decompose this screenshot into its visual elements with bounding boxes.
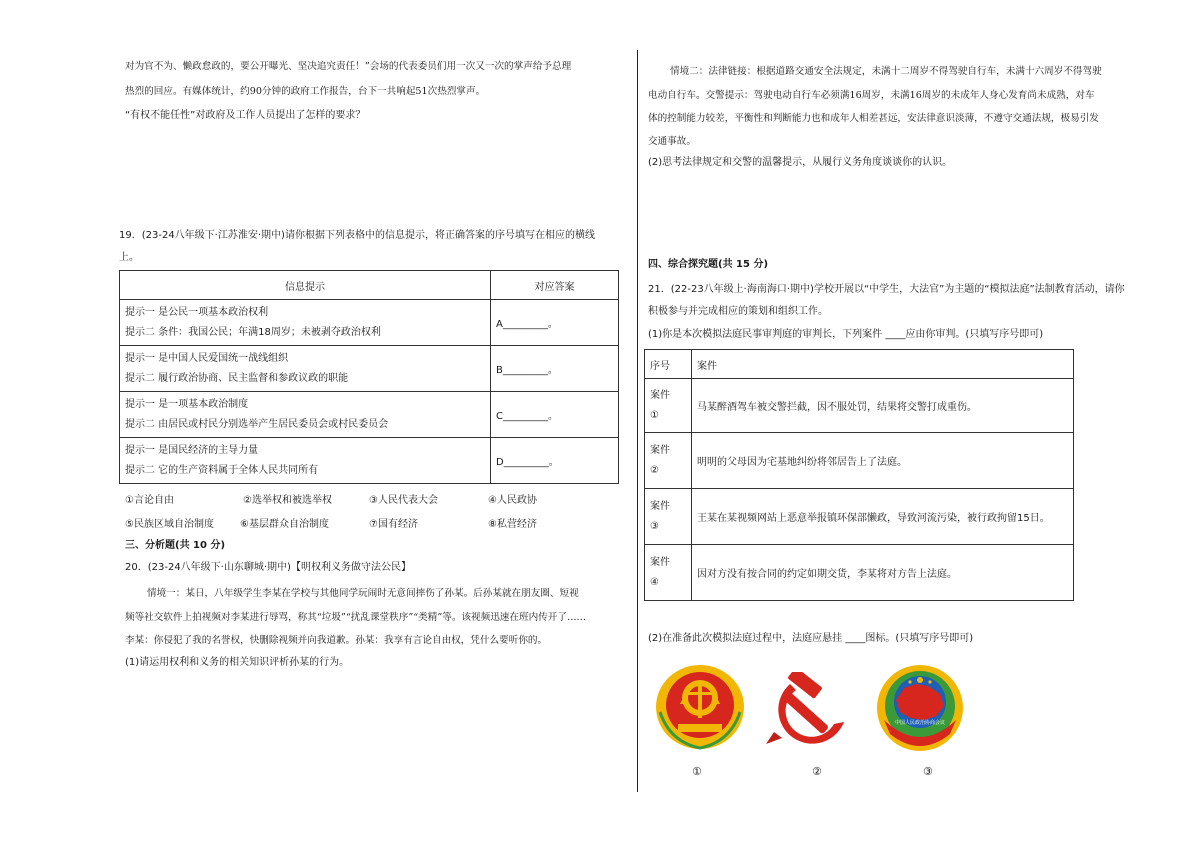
option-3: ③人民代表大会 [369,495,438,506]
option-4: ④人民政协 [488,495,537,506]
hint1: 提示一 是国民经济的主导力量 [125,444,259,456]
section3-title: 三、分析题(共 10 分) [125,540,226,551]
q19-table [119,270,619,484]
case-text: 马某醉酒驾车被交警拦截，因不服处罚，结果将交警打成重伤。 [692,379,1074,433]
case-text: 因对方没有按合同的约定如期交货，李某将对方告上法庭。 [692,545,1074,601]
q20-scenario1-line3: 李某：你侵犯了我的名誉权，快删除视频并向我道歉。孙某：我享有言论自由权，凭什么要听你的。 [125,635,548,646]
q21-stem-line1: 21．(22-23八年级上·海南海口·期中)学校开展以“中学生，大法官”为主题的“模拟法庭”法制教育活动，请你 [648,284,1125,295]
answer-blank-d[interactable]: D_________。 [491,438,619,484]
case-label: 案件 [650,389,670,401]
emblem-label-2: ② [812,765,822,778]
q20-scenario1-line1: 情境一：某日，八年级学生李某在学校与其他同学玩闹时无意间摔伤了孙某。后孙某就在朋友圈、短视 [147,588,579,599]
q21-header-number: 序号 [645,350,692,379]
table-row [120,300,619,346]
cppcc-emblem-icon [870,662,970,754]
q20-scenario2-line2: 电动自行车。交警提示：驾驶电动自行车必须满16周岁，未满16周岁的未成年人身心发育尚未成熟，对车 [648,90,1095,101]
hammer-sickle-icon [760,672,856,750]
q18-question: “有权不能任性”对政府及工作人员提出了怎样的要求？ [125,110,366,121]
q19-stem-line1: 19．(23-24八年级下·江苏淮安·期中)请你根据下列表格中的信息提示，将正确答案的序号填写在相应的横线 [119,230,595,241]
hint2: 提示二 由居民或村民分别选举产生居民委员会或村民委员会 [125,418,389,430]
case-text: 王某在某视频网站上恶意举报镇环保部懒政，导致河流污染，被行政拘留15日。 [692,489,1074,545]
court-emblem-icon [652,662,748,752]
case-label: 案件 [650,444,670,456]
q20-scenario2-line1: 情境二：法律链接：根据道路交通安全法规定，未满十二周岁不得驾驶自行车，未满十六周岁不得驾驶 [670,66,1102,77]
q21-question2: (2)在准备此次模拟法庭过程中，法庭应悬挂 ____图标。(只填写序号即可) [648,633,974,644]
q19-header-hints: 信息提示 [120,271,491,300]
q20-question1: (1)请运用权利和义务的相关知识评析孙某的行为。 [125,657,350,668]
emblem-label-3: ③ [923,765,933,778]
emblem-label-1: ① [692,765,702,778]
table-row [645,379,1074,433]
table-row [120,392,619,438]
q20-scenario2-line3: 体的控制能力较差，平衡性和判断能力也和成年人相差甚远，安法律意识淡薄，不遵守交通法规，极易引发 [648,113,1099,124]
q18-passage-line2: 热烈的回应。有媒体统计，约90分钟的政府工作报告，台下一共响起51次热烈掌声。 [125,86,486,97]
table-row [645,489,1074,545]
option-7: ⑦国有经济 [369,519,418,530]
option-8: ⑧私营经济 [488,519,537,530]
table-row [645,545,1074,601]
table-row [645,433,1074,489]
q20-scenario1-line2: 频等社交软件上拍视频对李某进行辱骂，称其“垃圾”“扰乱课堂秩序”“类精”等。该视频迅速在班内传开了…… [125,612,587,623]
hint1: 提示一 是公民一项基本政治权利 [125,306,269,318]
table-row [120,346,619,392]
q21-case-table [644,349,1074,601]
q20-question2: (2)思考法律规定和交警的温馨提示，从履行义务角度谈谈你的认识。 [648,157,953,168]
answer-blank-c[interactable]: C_________。 [491,392,619,438]
section4-title: 四、综合探究题(共 15 分) [648,259,769,270]
hint2: 提示二 它的生产资料属于全体人民共同所有 [125,464,319,476]
case-number: ③ [650,520,659,532]
case-text: 明明的父母因为宅基地纠纷将邻居告上了法庭。 [692,433,1074,489]
column-divider [637,50,638,792]
hint2: 提示二 条件：我国公民；年满18周岁；未被剥夺政治权利 [125,326,381,338]
case-label: 案件 [650,500,670,512]
q20-stem: 20．(23-24八年级下·山东聊城·期中)【明权利义务做守法公民】 [125,562,411,573]
option-6: ⑥基层群众自治制度 [240,519,329,530]
q20-scenario2-line4: 交通事故。 [648,136,696,147]
emblem3-ribbon-text: 中国人民政治协商会议 [895,720,946,726]
q21-stem-line2: 积极参与并完成相应的策划和组织工作。 [648,306,828,317]
option-1: ①言论自由 [125,495,174,506]
case-number: ① [650,409,659,421]
answer-blank-a[interactable]: A_________。 [491,300,619,346]
case-number: ④ [650,576,659,588]
q19-header-answer: 对应答案 [491,271,619,300]
option-2: ②选举权和被选举权 [243,495,332,506]
table-row [120,438,619,484]
hint1: 提示一 是一项基本政治制度 [125,398,249,410]
q21-question1: (1)你是本次模拟法庭民事审判庭的审判长，下列案件 ____应由你审判。(只填写序号即可) [648,329,1044,340]
hint1: 提示一 是中国人民爱国统一战线组织 [125,352,289,364]
option-5: ⑤民族区域自治制度 [125,519,214,530]
case-number: ② [650,464,659,476]
q21-header-case: 案件 [692,350,1074,379]
q18-passage-line1: 对为官不为、懒政怠政的，要公开曝光、坚决追究责任！”会场的代表委员们用一次又一次的掌声给予总理 [125,61,572,72]
case-label: 案件 [650,556,670,568]
hint2: 提示二 履行政治协商、民主监督和参政议政的职能 [125,372,349,384]
q19-stem-line2: 上。 [119,252,139,263]
answer-blank-b[interactable]: B_________。 [491,346,619,392]
